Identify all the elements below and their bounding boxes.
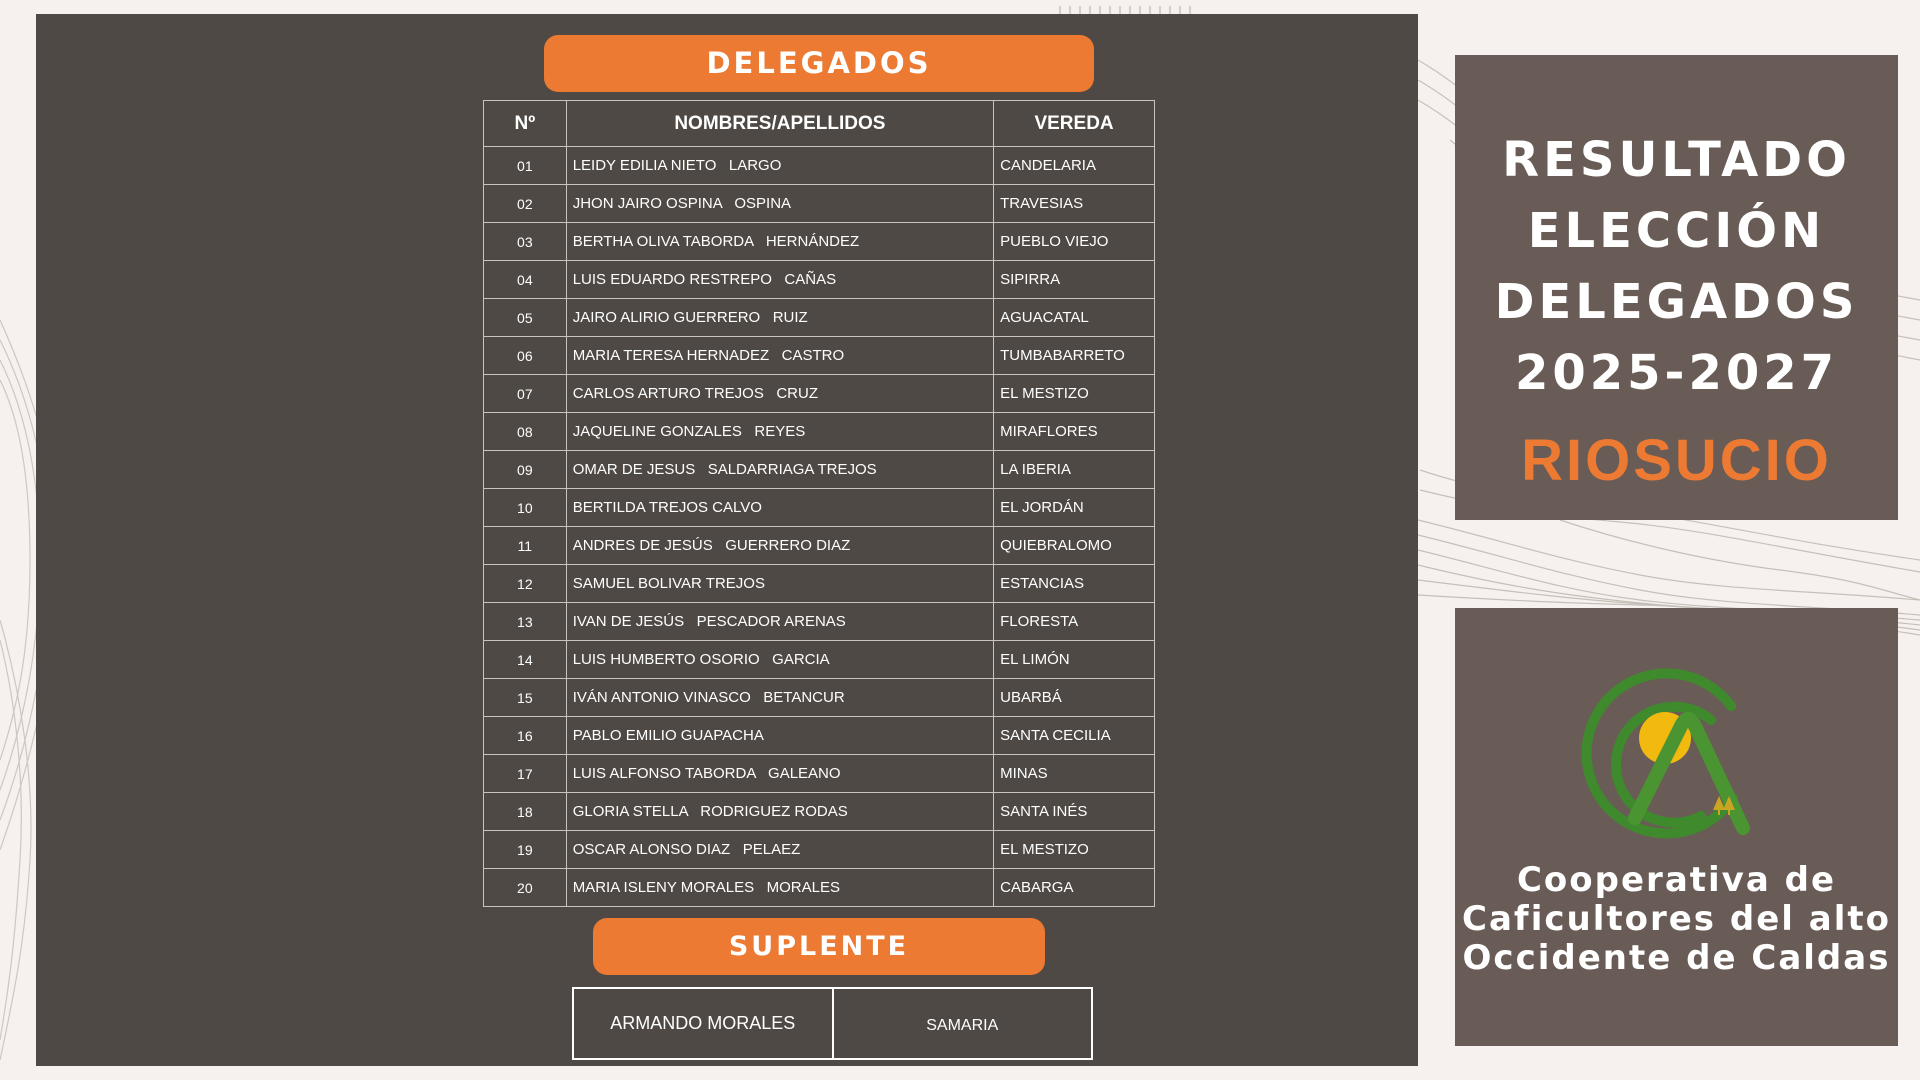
row-vereda: TUMBABARRETO bbox=[994, 337, 1155, 375]
row-number: 08 bbox=[484, 413, 567, 451]
row-name: LUIS ALFONSO TABORDA GALEANO bbox=[566, 755, 993, 793]
cooperative-card bbox=[1455, 608, 1898, 1046]
table-row bbox=[484, 337, 1155, 375]
delegates-table bbox=[483, 100, 1155, 907]
row-vereda: SIPIRRA bbox=[994, 261, 1155, 299]
row-vereda: EL JORDÁN bbox=[994, 489, 1155, 527]
row-name: LUIS HUMBERTO OSORIO GARCIA bbox=[566, 641, 993, 679]
row-name: OMAR DE JESUS SALDARRIAGA TREJOS bbox=[566, 451, 993, 489]
row-number: 06 bbox=[484, 337, 567, 375]
row-number: 11 bbox=[484, 527, 567, 565]
row-vereda: MIRAFLORES bbox=[994, 413, 1155, 451]
row-vereda: EL MESTIZO bbox=[994, 831, 1155, 869]
cooperative-name bbox=[1455, 861, 1898, 978]
table-row bbox=[484, 527, 1155, 565]
title-line-period: 2025-2027 bbox=[1514, 345, 1839, 401]
title-line-resultado: RESULTADO bbox=[1502, 132, 1851, 188]
cooperative-logo-icon bbox=[1573, 648, 1773, 848]
row-name: ANDRES DE JESÚS GUERRERO DIAZ bbox=[566, 527, 993, 565]
table-row bbox=[484, 223, 1155, 261]
row-name: MARIA TERESA HERNADEZ CASTRO bbox=[566, 337, 993, 375]
row-number: 17 bbox=[484, 755, 567, 793]
table-row bbox=[484, 755, 1155, 793]
table-row bbox=[484, 679, 1155, 717]
row-number: 16 bbox=[484, 717, 567, 755]
row-name: BERTILDA TREJOS CALVO bbox=[566, 489, 993, 527]
row-number: 18 bbox=[484, 793, 567, 831]
table-row bbox=[484, 603, 1155, 641]
row-vereda: PUEBLO VIEJO bbox=[994, 223, 1155, 261]
row-vereda: SANTA INÉS bbox=[994, 793, 1155, 831]
row-name: BERTHA OLIVA TABORDA HERNÁNDEZ bbox=[566, 223, 993, 261]
row-vereda: SANTA CECILIA bbox=[994, 717, 1155, 755]
title-line-delegados: DELEGADOS bbox=[1494, 274, 1859, 330]
row-number: 04 bbox=[484, 261, 567, 299]
row-number: 10 bbox=[484, 489, 567, 527]
row-vereda: FLORESTA bbox=[994, 603, 1155, 641]
table-row bbox=[484, 831, 1155, 869]
column-header-names: NOMBRES/APELLIDOS bbox=[566, 101, 993, 147]
row-vereda: CABARGA bbox=[994, 869, 1155, 907]
table-row bbox=[484, 375, 1155, 413]
row-name: GLORIA STELLA RODRIGUEZ RODAS bbox=[566, 793, 993, 831]
table-row bbox=[484, 793, 1155, 831]
row-name: LUIS EDUARDO RESTREPO CAÑAS bbox=[566, 261, 993, 299]
title-line-eleccion: ELECCIÓN bbox=[1527, 203, 1826, 259]
row-name: JHON JAIRO OSPINA OSPINA bbox=[566, 185, 993, 223]
suplente-name: ARMANDO MORALES bbox=[610, 1013, 796, 1033]
row-vereda: LA IBERIA bbox=[994, 451, 1155, 489]
cooperative-name-line: Caficultores del alto bbox=[1462, 899, 1891, 939]
row-vereda: EL LIMÓN bbox=[994, 641, 1155, 679]
table-row bbox=[484, 299, 1155, 337]
row-name: MARIA ISLENY MORALES MORALES bbox=[566, 869, 993, 907]
row-vereda: EL MESTIZO bbox=[994, 375, 1155, 413]
election-title-card bbox=[1455, 55, 1898, 520]
table-row bbox=[484, 451, 1155, 489]
table-row bbox=[484, 147, 1155, 185]
cooperative-name-line: Occidente de Caldas bbox=[1462, 938, 1891, 978]
row-name: CARLOS ARTURO TREJOS CRUZ bbox=[566, 375, 993, 413]
row-name: IVÁN ANTONIO VINASCO BETANCUR bbox=[566, 679, 993, 717]
municipality-name: RIOSUCIO bbox=[1521, 428, 1832, 493]
row-number: 19 bbox=[484, 831, 567, 869]
table-row bbox=[484, 869, 1155, 907]
table-row bbox=[484, 185, 1155, 223]
row-vereda: UBARBÁ bbox=[994, 679, 1155, 717]
row-name: LEIDY EDILIA NIETO LARGO bbox=[566, 147, 993, 185]
row-name: PABLO EMILIO GUAPACHA bbox=[566, 717, 993, 755]
row-vereda: CANDELARIA bbox=[994, 147, 1155, 185]
table-row bbox=[484, 641, 1155, 679]
table-row bbox=[484, 717, 1155, 755]
row-number: 02 bbox=[484, 185, 567, 223]
row-number: 15 bbox=[484, 679, 567, 717]
row-vereda: AGUACATAL bbox=[994, 299, 1155, 337]
row-name: IVAN DE JESÚS PESCADOR ARENAS bbox=[566, 603, 993, 641]
row-number: 12 bbox=[484, 565, 567, 603]
row-name: JAIRO ALIRIO GUERRERO RUIZ bbox=[566, 299, 993, 337]
row-vereda: QUIEBRALOMO bbox=[994, 527, 1155, 565]
suplente-vereda: SAMARIA bbox=[832, 989, 1092, 1058]
row-number: 03 bbox=[484, 223, 567, 261]
suplente-table bbox=[572, 987, 1093, 1060]
row-vereda: TRAVESIAS bbox=[994, 185, 1155, 223]
row-name: OSCAR ALONSO DIAZ PELAEZ bbox=[566, 831, 993, 869]
delegates-panel bbox=[36, 14, 1418, 1066]
row-vereda: MINAS bbox=[994, 755, 1155, 793]
row-number: 01 bbox=[484, 147, 567, 185]
row-number: 13 bbox=[484, 603, 567, 641]
table-row bbox=[484, 565, 1155, 603]
row-vereda: ESTANCIAS bbox=[994, 565, 1155, 603]
delegados-banner: DELEGADOS bbox=[544, 35, 1094, 92]
row-number: 07 bbox=[484, 375, 567, 413]
row-number: 14 bbox=[484, 641, 567, 679]
row-number: 09 bbox=[484, 451, 567, 489]
row-name: JAQUELINE GONZALES REYES bbox=[566, 413, 993, 451]
table-row bbox=[484, 261, 1155, 299]
row-number: 20 bbox=[484, 869, 567, 907]
table-header-row bbox=[484, 101, 1155, 147]
row-number: 05 bbox=[484, 299, 567, 337]
cooperative-name-line: Cooperativa de bbox=[1516, 860, 1837, 900]
column-header-number: Nº bbox=[484, 101, 567, 147]
column-header-vereda: VEREDA bbox=[994, 101, 1155, 147]
row-name: SAMUEL BOLIVAR TREJOS bbox=[566, 565, 993, 603]
table-row bbox=[484, 489, 1155, 527]
suplente-banner: SUPLENTE bbox=[593, 918, 1045, 975]
table-row bbox=[484, 413, 1155, 451]
